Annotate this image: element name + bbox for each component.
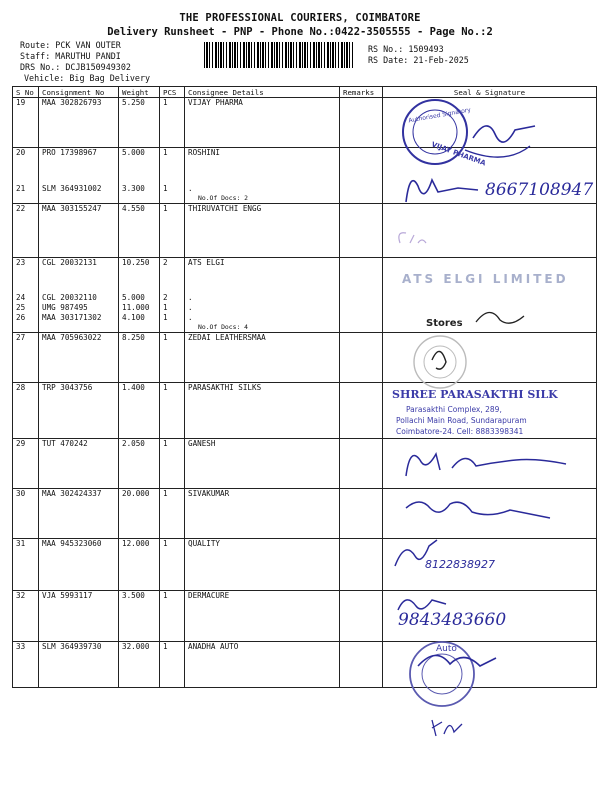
row-consignment xyxy=(39,204,119,258)
line-row-pcs: 2 xyxy=(163,293,168,302)
line-row-consignment: PRO 17398967 xyxy=(42,148,97,157)
row-consignee xyxy=(185,258,340,333)
consignee-name: DERMACURE xyxy=(188,591,230,600)
line-row-consignment: TUT 470242 xyxy=(42,439,88,448)
row-sno xyxy=(13,439,39,489)
line-row-pcs: 1 xyxy=(163,333,168,342)
line-row-weight: 11.000 xyxy=(122,303,150,312)
consignee-name: ANADHA AUTO xyxy=(188,642,239,651)
line-row-sno: 29 xyxy=(16,439,26,448)
line-row-weight: 4.550 xyxy=(122,204,145,213)
line-row-sno: 19 xyxy=(16,98,26,107)
dot-marker: . xyxy=(188,313,193,322)
consignee-name: ZEDAI LEATHERSMAA xyxy=(188,333,266,342)
line-row-weight: 10.250 xyxy=(122,258,150,267)
line-row-weight: 32.000 xyxy=(122,642,150,651)
line-row-weight: 3.300 xyxy=(122,184,145,193)
row-consignee xyxy=(185,148,340,204)
quality-phone: 8122838927 xyxy=(425,558,495,571)
consignee-name: VIJAY PHARMA xyxy=(188,98,243,107)
row-remarks xyxy=(340,148,383,204)
row-consignee xyxy=(185,204,340,258)
row-sno xyxy=(13,258,39,333)
line-row-pcs: 1 xyxy=(163,303,168,312)
consignee-name: GANESH xyxy=(188,439,216,448)
parasakthi-stamp-title: SHREE PARASAKTHI SILK xyxy=(392,388,558,401)
anadha-stamp-text: Auto xyxy=(436,644,457,654)
line-row-consignment: TRP 3043756 xyxy=(42,383,93,392)
row-pcs xyxy=(160,333,185,383)
row-weight xyxy=(119,333,160,383)
row-sno xyxy=(13,148,39,204)
vijay-stamp-ring: VIJAY PHARMA xyxy=(430,140,487,168)
docs-count: No.Of Docs: 4 xyxy=(198,323,249,331)
barcode xyxy=(204,42,354,68)
row-consignment xyxy=(39,539,119,591)
company-title: THE PROFESSIONAL COURIERS, COIMBATORE xyxy=(179,12,421,24)
row-consignment xyxy=(39,489,119,539)
row-sno xyxy=(13,591,39,642)
parasakthi-stamp-line1: Parasakthi Complex, 289, xyxy=(406,405,502,414)
line-row-consignment: UMG 987495 xyxy=(42,303,88,312)
row-sno xyxy=(13,642,39,688)
row-consignee xyxy=(185,539,340,591)
line-row-consignment: SLM 364931002 xyxy=(42,184,102,193)
line-row-sno: 33 xyxy=(16,642,26,651)
col-pcs: PCS xyxy=(160,87,185,98)
line-row-consignment: VJA 5993117 xyxy=(42,591,93,600)
row-consignment xyxy=(39,98,119,148)
line-row-weight: 1.400 xyxy=(122,383,145,392)
ganesh-signature xyxy=(396,440,586,486)
row-sno xyxy=(13,333,39,383)
line-row-sno: 32 xyxy=(16,591,26,600)
row-consignee xyxy=(185,591,340,642)
staff-label: Staff: MARUTHU PANDI xyxy=(20,51,121,61)
row-weight xyxy=(119,148,160,204)
row-remarks xyxy=(340,383,383,439)
row-sno xyxy=(13,383,39,439)
line-row-weight: 20.000 xyxy=(122,489,150,498)
line-row-pcs: 1 xyxy=(163,98,168,107)
line-row-consignment: MAA 302424337 xyxy=(42,489,102,498)
vehicle-label: Vehicle: Big Bag Delivery xyxy=(24,73,151,83)
line-row-consignment: MAA 705963022 xyxy=(42,333,102,342)
row-consignment xyxy=(39,642,119,688)
rs-date: RS Date: 21-Feb-2025 xyxy=(368,55,469,65)
col-seal-signature: Seal & Signature xyxy=(383,87,597,98)
runsheet-subtitle: Delivery Runsheet - PNP - Phone No.:0422-3505555 - Page No.:2 xyxy=(107,26,493,38)
line-row-pcs: 1 xyxy=(163,539,168,548)
row-consignment xyxy=(39,333,119,383)
line-row-consignment: SLM 364939730 xyxy=(42,642,102,651)
row-weight xyxy=(119,258,160,333)
line-row-sno: 21 xyxy=(16,184,26,193)
row-pcs xyxy=(160,591,185,642)
row-pcs xyxy=(160,148,185,204)
col-sno: S No xyxy=(13,87,39,98)
line-row-pcs: 2 xyxy=(163,258,168,267)
row-remarks xyxy=(340,539,383,591)
line-row-sno: 27 xyxy=(16,333,26,342)
row-remarks xyxy=(340,489,383,539)
line-row-sno: 25 xyxy=(16,303,26,312)
row-remarks xyxy=(340,258,383,333)
line-row-pcs: 1 xyxy=(163,591,168,600)
row-weight xyxy=(119,439,160,489)
dot-marker: . xyxy=(188,184,193,193)
row-pcs xyxy=(160,204,185,258)
row-weight xyxy=(119,98,160,148)
line-row-consignment: MAA 303155247 xyxy=(42,204,102,213)
line-row-pcs: 1 xyxy=(163,184,168,193)
line-row-pcs: 1 xyxy=(163,313,168,322)
line-row-sno: 22 xyxy=(16,204,26,213)
row-consignment xyxy=(39,591,119,642)
row-remarks xyxy=(340,439,383,489)
line-row-weight: 8.250 xyxy=(122,333,145,342)
line-row-sno: 24 xyxy=(16,293,26,302)
line-row-weight: 3.500 xyxy=(122,591,145,600)
row-weight xyxy=(119,489,160,539)
line-row-consignment: CGL 20032110 xyxy=(42,293,97,302)
row-consignee xyxy=(185,489,340,539)
row-sno xyxy=(13,539,39,591)
parasakthi-stamp-line2: Pollachi Main Road, Sundarapuram xyxy=(396,416,527,425)
row-consignment xyxy=(39,148,119,204)
consignee-name: PARASAKTHI SILKS xyxy=(188,383,262,392)
ats-stamp: ATS ELGI LIMITED xyxy=(402,272,569,286)
rs-number: RS No.: 1509493 xyxy=(368,44,444,54)
line-row-weight: 4.100 xyxy=(122,313,145,322)
line-row-consignment: MAA 303171302 xyxy=(42,313,102,322)
line-row-pcs: 1 xyxy=(163,439,168,448)
line-row-sno: 30 xyxy=(16,489,26,498)
line-row-pcs: 1 xyxy=(163,148,168,157)
line-row-consignment: CGL 20032131 xyxy=(42,258,97,267)
row-sno xyxy=(13,98,39,148)
line-row-pcs: 1 xyxy=(163,642,168,651)
row-consignee xyxy=(185,439,340,489)
roshini-phone: 8667108947 xyxy=(485,180,594,200)
line-row-pcs: 1 xyxy=(163,204,168,213)
row-pcs xyxy=(160,642,185,688)
consignee-name: THIRUVATCHI ENGG xyxy=(188,204,262,213)
row-pcs xyxy=(160,258,185,333)
line-row-weight: 5.000 xyxy=(122,148,145,157)
consignee-name: ATS ELGI xyxy=(188,258,225,267)
row-weight xyxy=(119,383,160,439)
row-consignee xyxy=(185,383,340,439)
line-row-sno: 26 xyxy=(16,313,26,322)
route-label: Route: PCK VAN OUTER xyxy=(20,40,121,50)
line-row-consignment: MAA 302826793 xyxy=(42,98,102,107)
row-pcs xyxy=(160,383,185,439)
line-row-weight: 5.250 xyxy=(122,98,145,107)
row-remarks xyxy=(340,98,383,148)
row-pcs xyxy=(160,439,185,489)
line-row-sno: 23 xyxy=(16,258,26,267)
row-pcs xyxy=(160,489,185,539)
row-pcs xyxy=(160,539,185,591)
col-consignment: Consignment No xyxy=(39,87,119,98)
line-row-weight: 12.000 xyxy=(122,539,150,548)
line-row-sno: 28 xyxy=(16,383,26,392)
row-weight xyxy=(119,204,160,258)
row-sno xyxy=(13,204,39,258)
row-remarks xyxy=(340,591,383,642)
row-remarks xyxy=(340,642,383,688)
line-row-sno: 20 xyxy=(16,148,26,157)
col-remarks: Remarks xyxy=(340,87,383,98)
dot-marker: . xyxy=(188,293,193,302)
sivakumar-signature xyxy=(400,494,560,530)
vijay-stamp-text: Authorised Signatory xyxy=(407,106,472,125)
table-row xyxy=(13,333,597,383)
line-row-pcs: 1 xyxy=(163,383,168,392)
dot-marker: . xyxy=(188,303,193,312)
consignee-name: ROSHINI xyxy=(188,148,221,157)
line-row-pcs: 1 xyxy=(163,489,168,498)
parasakthi-stamp-line3: Coimbatore-24. Cell: 8883398341 xyxy=(396,427,524,436)
row-weight xyxy=(119,642,160,688)
row-consignment xyxy=(39,383,119,439)
row-consignee xyxy=(185,333,340,383)
row-sno xyxy=(13,489,39,539)
row-consignment xyxy=(39,439,119,489)
thiruvatchi-signature xyxy=(390,225,450,249)
ats-signature xyxy=(470,302,530,332)
table-row xyxy=(13,591,597,642)
row-remarks xyxy=(340,333,383,383)
row-consignment xyxy=(39,258,119,333)
row-pcs xyxy=(160,98,185,148)
line-row-consignment: MAA 945323060 xyxy=(42,539,102,548)
bottom-initials xyxy=(428,714,468,740)
line-row-weight: 5.000 xyxy=(122,293,145,302)
row-consignee xyxy=(185,98,340,148)
ats-stores: Stores xyxy=(426,318,463,329)
consignee-name: QUALITY xyxy=(188,539,221,548)
consignee-name: SIVAKUMAR xyxy=(188,489,230,498)
col-weight: Weight xyxy=(119,87,160,98)
drs-label: DRS No.: DCJB150949302 xyxy=(20,62,131,72)
dermacure-phone: 9843483660 xyxy=(398,610,507,630)
row-remarks xyxy=(340,204,383,258)
docs-count: No.Of Docs: 2 xyxy=(198,194,249,202)
line-row-weight: 2.050 xyxy=(122,439,145,448)
row-weight xyxy=(119,539,160,591)
table-row xyxy=(13,539,597,591)
row-consignee xyxy=(185,642,340,688)
col-consignee: Consignee Details xyxy=(185,87,340,98)
zedai-stamp xyxy=(410,332,470,392)
row-weight xyxy=(119,591,160,642)
line-row-sno: 31 xyxy=(16,539,26,548)
